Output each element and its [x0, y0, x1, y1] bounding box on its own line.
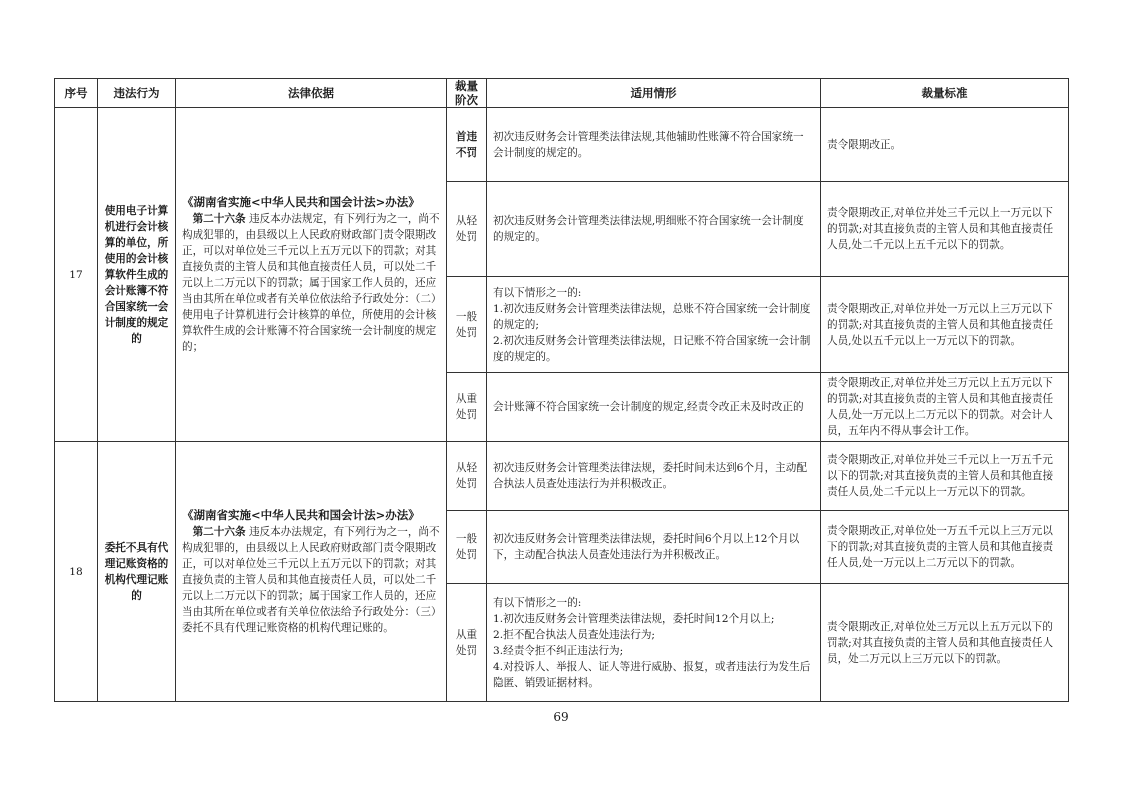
law-text: 违反本办法规定，有下列行为之一，尚不构成犯罪的，由县级以上人民政府财政部门责令限期改正，可以对单位处三千元以上五万元以下的罚款；对其直接负责的主管人员和其他直接责任人员，可以处二千元以上二万元以下的罚款；属于国家工作人员的，还应当由其所在单位或者有关单位依法给予行政处分：（二）使用电子计算机进行会计核算的单位，所使用的会计核算软件生成的会计账簿不符合国家统一会计制度的规定的； [182, 213, 440, 353]
header-discretion-standard: 裁量标准 [821, 79, 1069, 108]
level-cell: 一般处罚 [447, 277, 487, 373]
standard-cell: 责令限期改正,对单位并处三千元以上一万元以下的罚款;对其直接负责的主管人员和其他直接责任人员,处二千元以上五千元以下的罚款。 [821, 182, 1069, 277]
law-title: 《湖南省实施<中华人民共和国会计法>办法》 [182, 508, 420, 522]
discretion-standards-table [54, 78, 1069, 702]
standard-cell: 责令限期改正,对单位处三万元以上五万元以下的罚款;对其直接负责的主管人员和其他直接责任人员，处二万元以上三万元以下的罚款。 [821, 584, 1069, 702]
law-text: 违反本办法规定，有下列行为之一，尚不构成犯罪的，由县级以上人民政府财政部门责令限期改正，可以对单位处三千元以上五万元以下的罚款；对其直接负责的主管人员和其他直接责任人员，可以处二千元以上二万元以下的罚款；属于国家工作人员的，还应当由其所在单位或者有关单位依法给予行政处分：（三）委托不具有代理记账资格的机构代理记账的。 [182, 526, 440, 634]
situation-cell: 有以下情形之一的: 1.初次违反财务会计管理类法律法规，总账不符合国家统一会计制度的规定的; 2.初次违反财务会计管理类法律法规，日记账不符合国家统一会计制度的规定的。 [487, 277, 821, 373]
row-violation: 委托不具有代理记账资格的机构代理记账的 [98, 442, 176, 702]
situation-cell: 初次违反财务会计管理类法律法规,明细账不符合国家统一会计制度的规定的。 [487, 182, 821, 277]
row-legal-basis [176, 442, 447, 702]
header-applicable-situation: 适用情形 [487, 79, 821, 108]
standard-cell: 责令限期改正,对单位处一万五千元以上三万元以下的罚款;对其直接负责的主管人员和其他直接责任人员,处一万元以上二万元以下的罚款。 [821, 511, 1069, 584]
row-legal-basis [176, 108, 447, 442]
standard-cell: 责令限期改正。 [821, 108, 1069, 182]
header-discretion-level: 裁量阶次 [447, 79, 487, 108]
level-cell: 从重处罚 [447, 373, 487, 442]
standard-cell: 责令限期改正,对单位并处一万元以上三万元以下的罚款;对其直接负责的主管人员和其他直接责任人员,处以五千元以上一万元以下的罚款。 [821, 277, 1069, 373]
row-violation: 使用电子计算机进行会计核算的单位，所使用的会计核算软件生成的会计账簿不符合国家统一会计制度的规定的 [98, 108, 176, 442]
law-article: 第二十六条 [192, 213, 246, 225]
header-violation: 违法行为 [98, 79, 176, 108]
level-cell: 从轻处罚 [447, 182, 487, 277]
level-cell: 从重处罚 [447, 584, 487, 702]
standard-cell: 责令限期改正,对单位并处三万元以上五万元以下的罚款;对其直接负责的主管人员和其他直接责任人员,处一万元以上二万元以下的罚款。对会计人员，五年内不得从事会计工作。 [821, 373, 1069, 442]
situation-cell: 初次违反财务会计管理类法律法规，委托时间未达到6个月，主动配合执法人员查处违法行为并积极改正。 [487, 442, 821, 511]
header-seq: 序号 [55, 79, 98, 108]
situation-cell: 初次违反财务会计管理类法律法规，委托时间6个月以上12个月以下，主动配合执法人员查处违法行为并积极改正。 [487, 511, 821, 584]
law-title: 《湖南省实施<中华人民共和国会计法>办法》 [182, 195, 420, 209]
table-row [55, 442, 1069, 511]
header-legal-basis: 法律依据 [176, 79, 447, 108]
row-seq: 18 [55, 442, 98, 702]
situation-cell: 会计账簿不符合国家统一会计制度的规定,经责令改正未及时改正的 [487, 373, 821, 442]
table-header-row [55, 79, 1069, 108]
row-seq: 17 [55, 108, 98, 442]
situation-cell: 有以下情形之一的: 1.初次违反财务会计管理类法律法规，委托时间12个月以上; 2.拒不配合执法人员查处违法行为; 3.经责令拒不纠正违法行为; 4.对投诉人、举报人、证人等进行威胁、报复，或者违法行为发生后隐匿、销毁证据材料。 [487, 584, 821, 702]
standard-cell: 责令限期改正,对单位并处三千元以上一万五千元以下的罚款;对其直接负责的主管人员和其他直接责任人员,处二千元以上一万元以下的罚款。 [821, 442, 1069, 511]
level-cell: 首违不罚 [447, 108, 487, 182]
table-row [55, 108, 1069, 182]
situation-cell: 初次违反财务会计管理类法律法规,其他辅助性账簿不符合国家统一会计制度的规定的。 [487, 108, 821, 182]
law-article: 第二十六条 [192, 526, 246, 538]
level-cell: 一般处罚 [447, 511, 487, 584]
page-number: 69 [553, 710, 569, 724]
level-cell: 从轻处罚 [447, 442, 487, 511]
